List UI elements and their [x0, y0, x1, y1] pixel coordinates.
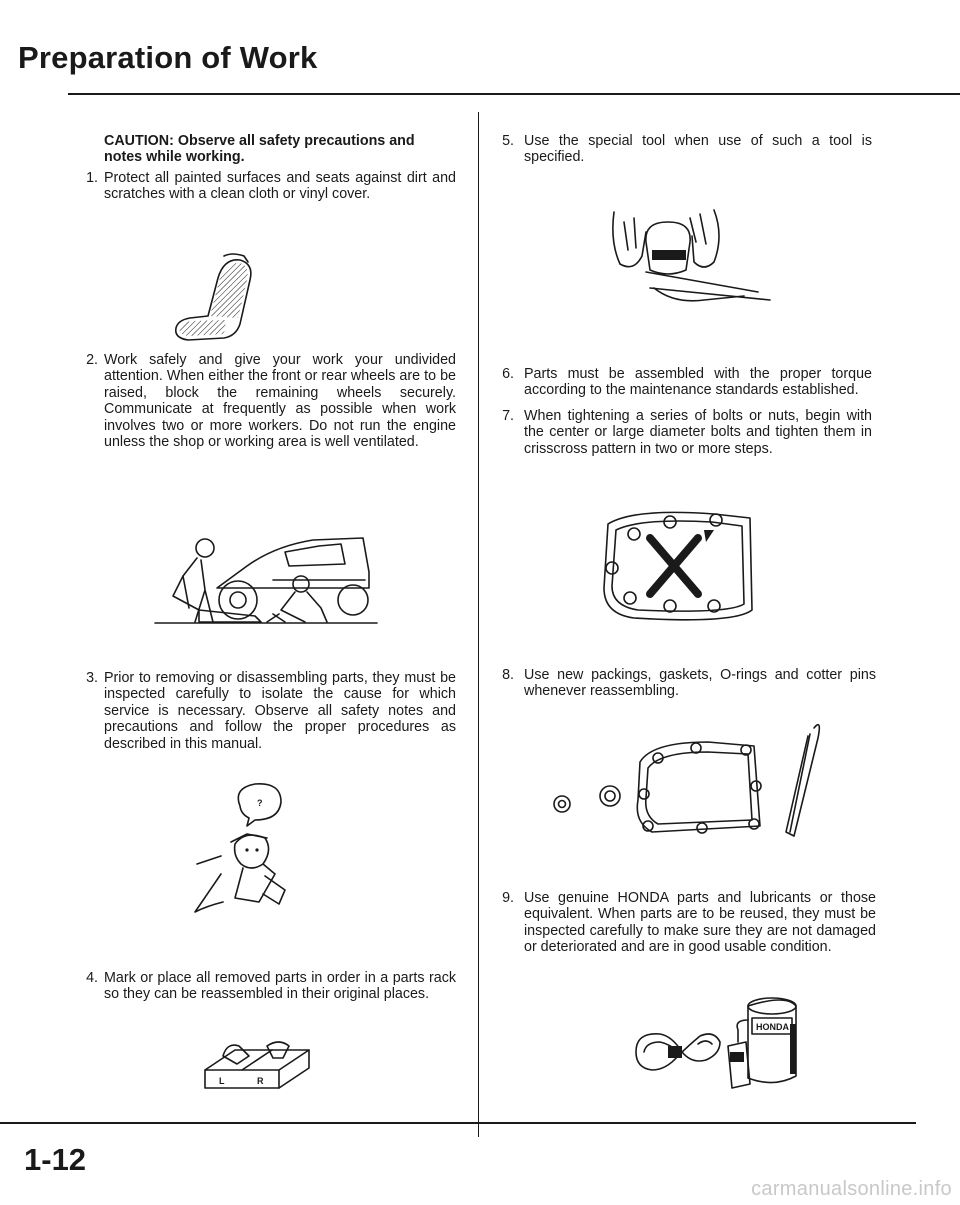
step-3-text: Prior to removing or disassembling parts, they must be inspected carefully to isolate the cause for which service is necessary. Observe all safety notes and precautions and follow the proper procedures as described in this manual. [104, 670, 456, 752]
step-8-text: Use new packings, gaskets, O-rings and cotter pins whenever reassembling. [524, 667, 876, 700]
step-1-text: Protect all painted surfaces and seats against dirt and scratches with a clean cloth or vinyl cover. [104, 170, 456, 203]
step-5-text: Use the special tool when use of such a tool is specified. [524, 133, 872, 166]
step-7-number: 7. [502, 408, 514, 424]
page-number: 1-12 [24, 1142, 87, 1177]
step-4-text: Mark or place all removed parts in order in a parts rack so they can be reassembled in their original places. [104, 970, 456, 1003]
seat-cover-icon [166, 248, 266, 348]
honda-parts-lubricant-icon [626, 990, 826, 1100]
step-2-number: 2. [86, 352, 98, 368]
step-6-number: 6. [502, 366, 514, 382]
caution-note: CAUTION: Observe all safety precautions and notes while working. [104, 133, 415, 166]
step-4-number: 4. [86, 970, 98, 986]
step-5-number: 5. [502, 133, 514, 149]
gasket-orings-cotter-pin-icon [548, 722, 818, 842]
thinking-question-mark: ? [257, 798, 263, 808]
header-rule [68, 93, 960, 95]
step-9-number: 9. [502, 890, 514, 906]
page-title: Preparation of Work [18, 40, 318, 75]
thinking-mechanic-icon [185, 780, 295, 930]
footer-rule [0, 1122, 916, 1124]
special-tool-hands-icon [594, 192, 774, 312]
rack-label-left: L [219, 1076, 225, 1086]
step-8-number: 8. [502, 667, 514, 683]
rack-label-right: R [257, 1076, 264, 1086]
step-3-number: 3. [86, 670, 98, 686]
column-divider [478, 112, 479, 1137]
car-jack-workers-icon [155, 518, 377, 628]
step-9-text: Use genuine HONDA parts and lubricants or those equivalent. When parts are to be reused, they must be inspected carefully to make sure they are not damaged or deteriorated and are in good usable condition. [524, 890, 876, 956]
step-2-text: Work safely and give your work your undivided attention. When either the front or rear wheels are to be raised, block the remaining wheels securely. Communicate at frequently as possible when work involves two or more workers. Do not run the engine unless the shop or working area is well ventilated. [104, 352, 456, 451]
step-1-number: 1. [86, 170, 98, 186]
step-7-text: When tightening a series of bolts or nuts, begin with the center or large diameter bolts and tighten them in crisscross pattern in two or more steps. [524, 408, 872, 457]
parts-rack-icon [197, 1036, 317, 1096]
watermark: carmanualsonline.info [751, 1178, 952, 1200]
step-6-text: Parts must be assembled with the proper torque according to the maintenance standards established. [524, 366, 872, 399]
bolt-crisscross-icon [594, 500, 764, 630]
can-brand-label: HONDA [756, 1022, 789, 1032]
